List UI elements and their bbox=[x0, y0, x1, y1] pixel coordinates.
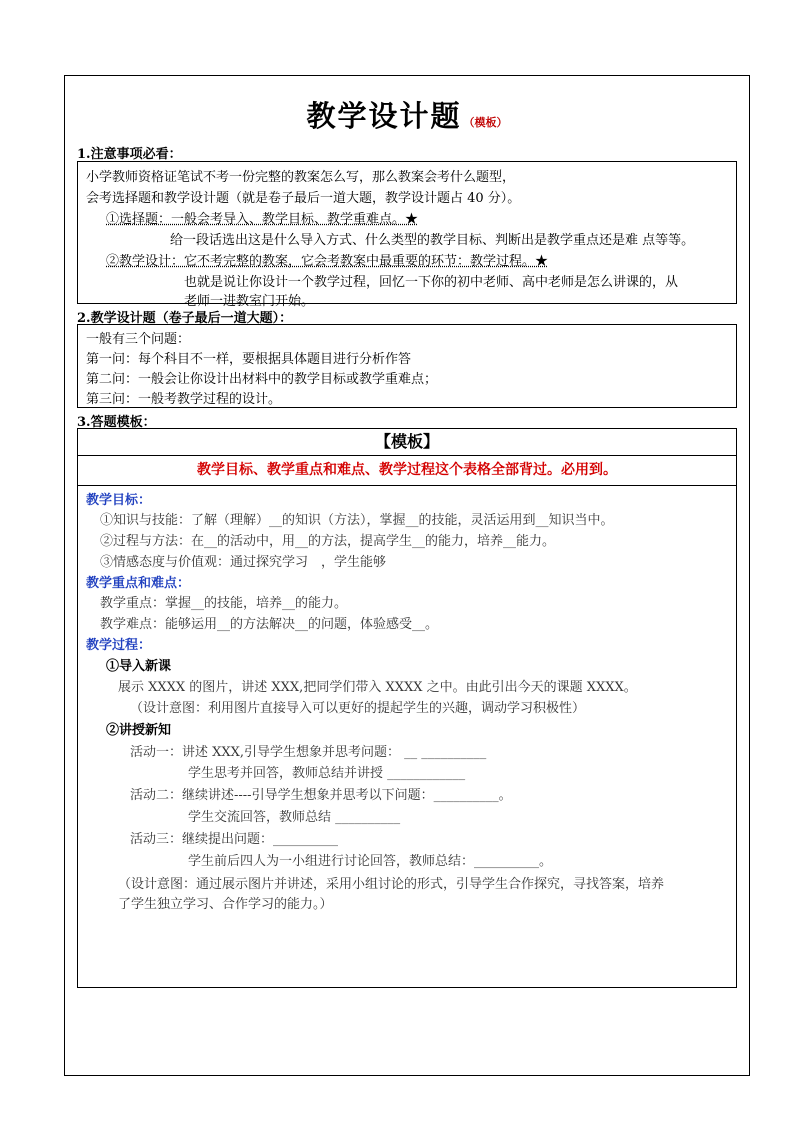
activity-line: 学生思考并回答，教师总结并讲授 ____________ bbox=[188, 766, 466, 781]
goals-heading: 教学目标： bbox=[86, 493, 152, 508]
goal-item: ①知识与技能：了解（理解）__的知识（方法），掌握__的技能，灵活运用到__知识当中。 bbox=[100, 513, 614, 528]
template-red-note: 教学目标、教学重点和难点、教学过程这个表格全部背过。必用到。 bbox=[78, 455, 736, 486]
document-page bbox=[64, 75, 750, 1076]
section2-heading: 2.教学设计题（卷子最后一道大题）： bbox=[77, 311, 293, 326]
activity-line: 学生交流回答，教师总结 __________ bbox=[188, 810, 401, 825]
template-title: 【模板】 bbox=[78, 429, 736, 456]
activity-line: 活动三：继续提出问题：__________ bbox=[130, 832, 339, 847]
template-box bbox=[77, 428, 737, 988]
title-row bbox=[65, 94, 749, 135]
goal-item: ③情感态度与价值观：通过探究学习 ，学生能够 bbox=[100, 555, 387, 570]
keypoint-item: 教学重点：掌握__的技能，培养__的能力。 bbox=[100, 596, 348, 611]
section1-line: ②教学设计：它不考完整的教案，它会考教案中最重要的环节：教学过程。★ bbox=[106, 254, 549, 269]
process-heading: 教学过程： bbox=[86, 638, 152, 653]
step1-heading: ①导入新课 bbox=[106, 659, 172, 674]
section1-box bbox=[77, 161, 737, 309]
section2-line: 一般有三个问题： bbox=[86, 332, 191, 347]
section2-box bbox=[77, 324, 737, 408]
section1-line: 老师一进教室门开始。 bbox=[184, 294, 315, 309]
page-title-sub: （模板） bbox=[463, 116, 508, 129]
section1-line: 也就是说让你设计一个教学过程，回忆一下你的初中老师、高中老师是怎么讲课的，从 bbox=[184, 275, 679, 290]
step1-line: （设计意图：利用图片直接导入可以更好的提起学生的兴趣，调动学习积极性） bbox=[130, 701, 586, 716]
section2-line: 第一问：每个科目不一样，要根据具体题目进行分析作答 bbox=[86, 352, 412, 367]
page-title: 教学设计题 bbox=[306, 99, 462, 133]
section1-line: 会考选择题和教学设计题（就是卷子最后一道大题，教学设计题占 40 分）。 bbox=[86, 191, 521, 206]
section2-line: 第三问：一般考教学过程的设计。 bbox=[86, 392, 282, 407]
section1-line: 小学教师资格证笔试不考一份完整的教案怎么写，那么教案会考什么题型， bbox=[86, 170, 516, 185]
section1-line: ①选择题：一般会考导入、教学目标、教学重难点。★ bbox=[106, 212, 419, 227]
step1-line: 展示 XXXX 的图片，讲述 XXX,把同学们带入 XXXX 之中。由此引出今天的课题 XXXX。 bbox=[118, 680, 637, 695]
section2-line: 第二问：一般会让你设计出材料中的教学目标或教学重难点； bbox=[86, 372, 438, 387]
activity-line: （设计意图：通过展示图片并讲述，采用小组讨论的形式，引导学生合作探究，寻找答案，培养 bbox=[118, 877, 665, 892]
activity-line: 学生前后四人为一小组进行讨论回答，教师总结：__________。 bbox=[188, 854, 553, 869]
activity-line: 活动一：讲述 XXX,引导学生想象并思考问题： __ __________ bbox=[130, 745, 487, 760]
section3-heading: 3.答题模板： bbox=[77, 415, 156, 430]
step2-heading: ②讲授新知 bbox=[106, 723, 172, 738]
section1-heading: 1.注意事项必看： bbox=[77, 147, 182, 162]
goal-item: ②过程与方法：在__的活动中，用__的方法，提高学生__的能力，培养__能力。 bbox=[100, 534, 556, 549]
keypoint-item: 教学难点：能够运用__的方法解决__的问题，体验感受__。 bbox=[100, 617, 439, 632]
activity-line: 了学生独立学习、合作学习的能力。） bbox=[118, 897, 333, 912]
keypoints-heading: 教学重点和难点： bbox=[86, 576, 191, 591]
activity-line: 活动二：继续讲述----引导学生想象并思考以下问题：__________。 bbox=[130, 788, 512, 803]
section1-line: 给一段话选出这是什么导入方式、什么类型的教学目标、判断出是教学重点还是难 点等等。 bbox=[170, 233, 695, 248]
